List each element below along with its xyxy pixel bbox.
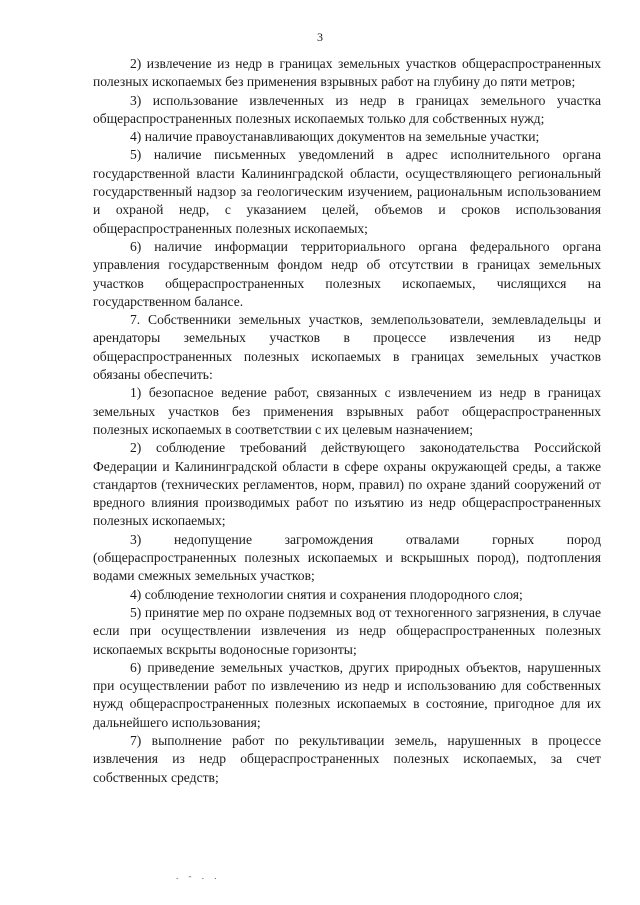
paragraph: 7. Собственники земельных участков, землепользователи, землевладельцы и арендаторы земельных участков в процессе извлечения из недр общераспространенных полезных ископаемых в границах земельных участков обязаны обеспечить:: [93, 312, 601, 383]
paragraph: 4) наличие правоустанавливающих документов на земельные участки;: [130, 129, 540, 145]
paragraph: 6) наличие информации территориального органа федерального органа управления государственным фондом недр об отсутствии в границах земельных участков общераспространенных полезных ископаемых, числящихся на государственном балансе.: [93, 238, 601, 309]
paragraph: 2) соблюдение требований действующего законодательства Российской Федерации и Калининградской области в сфере охраны окружающей среды, а также стандартов (технических регламентов, норм, правил) по охране зданий сооружений от вредного влияния производимых работ по изъятию из недр общераспространенных полезных ископаемых;: [93, 440, 601, 529]
paragraph: 3) использование извлеченных из недр в границах земельного участка общераспространенных полезных ископаемых только для собственных нужд;: [93, 92, 601, 126]
paragraph: 5) принятие мер по охране подземных вод от техногенного загрязнения, в случае если при осуществлении извлечения из недр общераспространенных полезных ископаемых вскрыты водоносные горизонты;: [93, 604, 601, 657]
document-body: [93, 55, 601, 787]
paragraph: 4) соблюдение технологии снятия и сохранения плодородного слоя;: [130, 586, 523, 602]
footer-marks: . - . .: [176, 871, 221, 881]
paragraph: 7) выполнение работ по рекультивации земель, нарушенных в процессе извлечения из недр общераспространенных полезных ископаемых, за счет собственных средств;: [93, 732, 601, 785]
paragraph: 6) приведение земельных участков, других природных объектов, нарушенных при осуществлении работ по извлечению из недр и использованию для собственных нужд общераспространенных полезных ископаемых в состояние, пригодное для их дальнейшего использования;: [93, 659, 601, 730]
page-number: 3: [317, 30, 323, 44]
paragraph: 1) безопасное ведение работ, связанных с извлечением из недр в границах земельных участков без применения взрывных работ общераспространенных полезных ископаемых в соответствии с их целевым назначением;: [93, 385, 601, 437]
paragraph: 5) наличие письменных уведомлений в адрес исполнительного органа государственной власти Калининградской области, осуществляющего региональный государственный надзор за геологическим изучением, рациональным использованием и охраной недр, с указанием целей, объемов и сроков использования общераспространенных полезных ископаемых;: [93, 147, 601, 236]
paragraph: 2) извлечение из недр в границах земельных участков общераспространенных полезных ископаемых без применения взрывных работ на глубину до пяти метров;: [93, 56, 601, 90]
paragraph: 3) недопущение загромождения отвалами горных пород (общераспространенных полезных ископаемых и вскрышных пород), подтопления водами смежных земельных участков;: [93, 531, 601, 584]
